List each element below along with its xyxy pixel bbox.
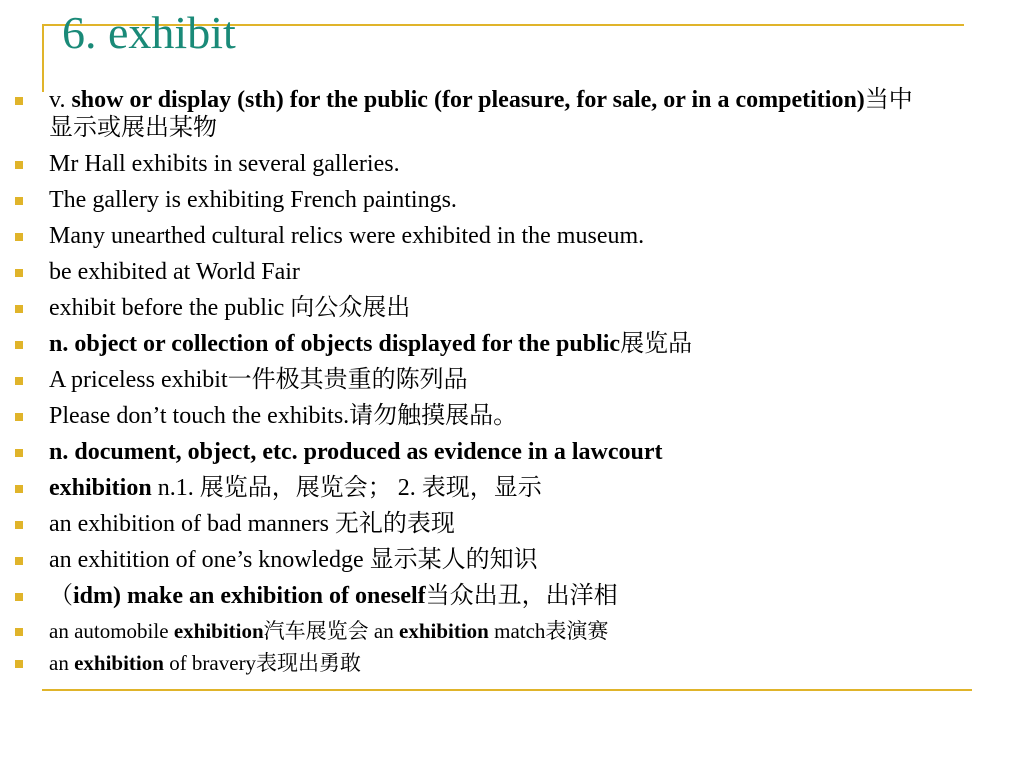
square-bullet-icon xyxy=(15,485,23,493)
square-bullet-icon xyxy=(15,269,23,277)
square-bullet-icon xyxy=(15,197,23,205)
item-text-14-1: exhibition xyxy=(173,619,264,643)
item-text-0-2: 当中显示或展出某物 xyxy=(49,87,913,141)
item-text-10-1: n.1. 展览品，展览会； 2. 表现，显示 xyxy=(151,475,542,501)
item-text-2-0: The gallery is exhibiting French paintings. xyxy=(49,187,457,213)
item-text-7-0: A priceless exhibit一件极其贵重的陈列品 xyxy=(49,367,468,393)
list-item xyxy=(0,294,1024,322)
item-text-9-0: n. document, object, etc. produced as evidence in a lawcourt xyxy=(49,439,663,465)
item-text-6-0: n. object or collection of objects displayed for the public xyxy=(49,331,621,357)
square-bullet-icon xyxy=(15,628,23,636)
square-bullet-icon xyxy=(15,97,23,105)
square-bullet-icon xyxy=(15,305,23,313)
list-item xyxy=(0,222,1024,250)
list-item xyxy=(0,474,1024,502)
list-item xyxy=(0,402,1024,430)
list-item xyxy=(0,510,1024,538)
list-item xyxy=(0,650,1024,676)
item-text-13-1: idm) make an exhibition of oneself xyxy=(73,583,426,609)
item-text-8-0: Please don’t touch the exhibits.请勿触摸展品。 xyxy=(49,403,518,429)
square-bullet-icon xyxy=(15,557,23,565)
item-text-5-0: exhibit before the public 向公众展出 xyxy=(49,295,411,321)
item-text-12-0: an exhitition of one’s knowledge 显示某人的知识 xyxy=(49,547,538,573)
item-text-4-0: be exhibited at World Fair xyxy=(49,259,300,285)
item-text-13-2: 当众出丑，出洋相 xyxy=(425,583,618,609)
square-bullet-icon xyxy=(15,660,23,668)
square-bullet-icon xyxy=(15,593,23,601)
square-bullet-icon xyxy=(15,377,23,385)
square-bullet-icon xyxy=(15,413,23,421)
item-text-6-1: 展览品 xyxy=(620,331,693,357)
item-text-13-0: （ xyxy=(49,583,73,609)
list-item xyxy=(0,258,1024,286)
list-item xyxy=(0,546,1024,574)
list-item xyxy=(0,330,1024,358)
item-text-14-0: an automobile xyxy=(49,619,174,643)
square-bullet-icon xyxy=(15,233,23,241)
item-text-14-4: match表演赛 xyxy=(488,619,609,643)
list-item xyxy=(0,582,1024,610)
title-rule-left xyxy=(42,24,44,92)
item-text-0-1: show or display (sth) for the public (for pleasure, for sale, or in a competition) xyxy=(71,87,865,113)
item-text-10-0: exhibition xyxy=(49,475,152,501)
square-bullet-icon xyxy=(15,161,23,169)
footer-rule xyxy=(42,689,972,691)
list-item xyxy=(0,86,1024,142)
square-bullet-icon xyxy=(15,521,23,529)
square-bullet-icon xyxy=(15,341,23,349)
item-text-14-2: 汽车展览会 an xyxy=(263,619,399,643)
item-text-3-0: Many unearthed cultural relics were exhibited in the museum. xyxy=(49,223,645,249)
slide-title: 6. exhibit xyxy=(62,7,236,58)
list-item xyxy=(0,618,1024,644)
list-item xyxy=(0,366,1024,394)
list-item xyxy=(0,186,1024,214)
list-item xyxy=(0,438,1024,466)
item-text-15-1: exhibition xyxy=(74,651,164,675)
item-text-0-0: v. xyxy=(49,87,72,113)
item-text-15-0: an xyxy=(49,651,75,675)
list-item xyxy=(0,150,1024,178)
item-text-14-3: exhibition xyxy=(399,619,489,643)
item-text-11-0: an exhibition of bad manners 无礼的表现 xyxy=(49,511,455,537)
square-bullet-icon xyxy=(15,449,23,457)
item-text-15-2: of bravery表现出勇敢 xyxy=(163,651,362,675)
bullet-list xyxy=(0,86,1024,682)
item-text-1-0: Mr Hall exhibits in several galleries. xyxy=(49,151,400,177)
